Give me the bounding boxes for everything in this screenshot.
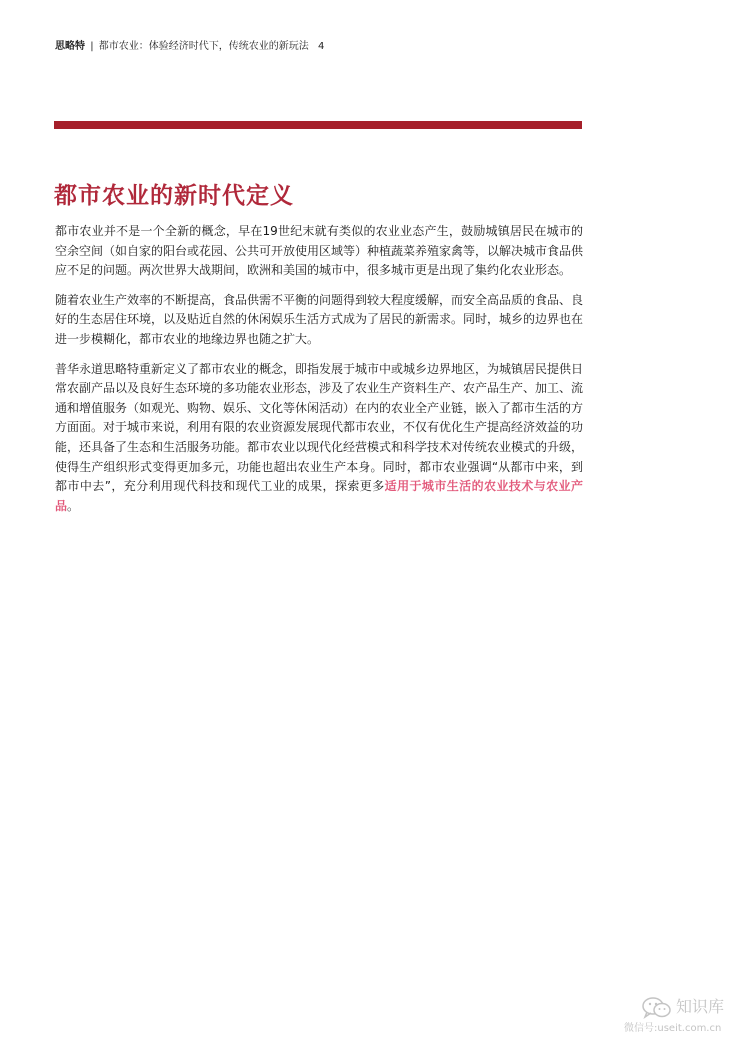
paragraph-3-highlight: 适用于城市生活的农业技术与农业产品 [55,479,583,513]
body-text [55,222,583,526]
paragraph-3 [55,360,583,517]
header-brand: 思略特 [55,41,85,52]
paragraph-3-end: 。 [67,498,80,513]
running-header [55,40,324,54]
header-title: 都市农业：体验经济时代下，传统农业的新玩法 [98,41,309,52]
paragraph-2: 随着农业生产效率的不断提高，食品供需不平衡的问题得到较大程度缓解，而安全高品质的食品、良好的生态居住环境，以及贴近自然的休闲娱乐生活方式成为了居民的新需求。同时，城乡的边界也在进一步模糊化，都市农业的地缘边界也随之扩大。 [55,292,584,346]
header-separator: | [90,41,94,52]
watermark-handle: 微信号:useit.com.cn [624,1023,722,1034]
paragraph-3-text: 普华永道思略特重新定义了都市农业的概念，即指发展于城市中或城乡边界地区，为城镇居民提供日常农副产品以及良好生态环境的多功能农业形态，涉及了农业生产资料生产、农产品生产、加工、流通和增值服务（如观光、购物、娱乐、文化等休闲活动）在内的农业全产业链，嵌入了都市生活的方方面面。对于城市来说，利用有限的农业资源发展现代都市农业，不仅有优化生产提高经济效益的功能，还具备了生态和生活服务功能。都市农业以现代化经营模式和科学技术对传统农业模式的升级，使得生产组织形式变得更加多元，功能也超出农业生产本身。同时，都市农业强调“从都市中来，到都市中去”，充分利用现代科技和现代工业的成果，探索更多 [55,361,584,494]
section-divider-bar [54,121,582,129]
paragraph-1: 都市农业并不是一个全新的概念，早在19世纪末就有类似的农业业态产生，鼓励城镇居民在城市的空余空间（如自家的阳台或花园、公共可开放使用区域等）种植蔬菜养殖家禽等，以解决城市食品供应不足的问题。两次世界大战期间，欧洲和美国的城市中，很多城市更是出现了集约化农业形态。 [55,224,584,278]
watermark-brand: 知识库 [676,997,725,1016]
watermark [624,994,734,1044]
wechat-icon [642,996,672,1020]
section-title: 都市农业的新时代定义 [54,183,294,209]
page-number: 4 [317,41,325,52]
